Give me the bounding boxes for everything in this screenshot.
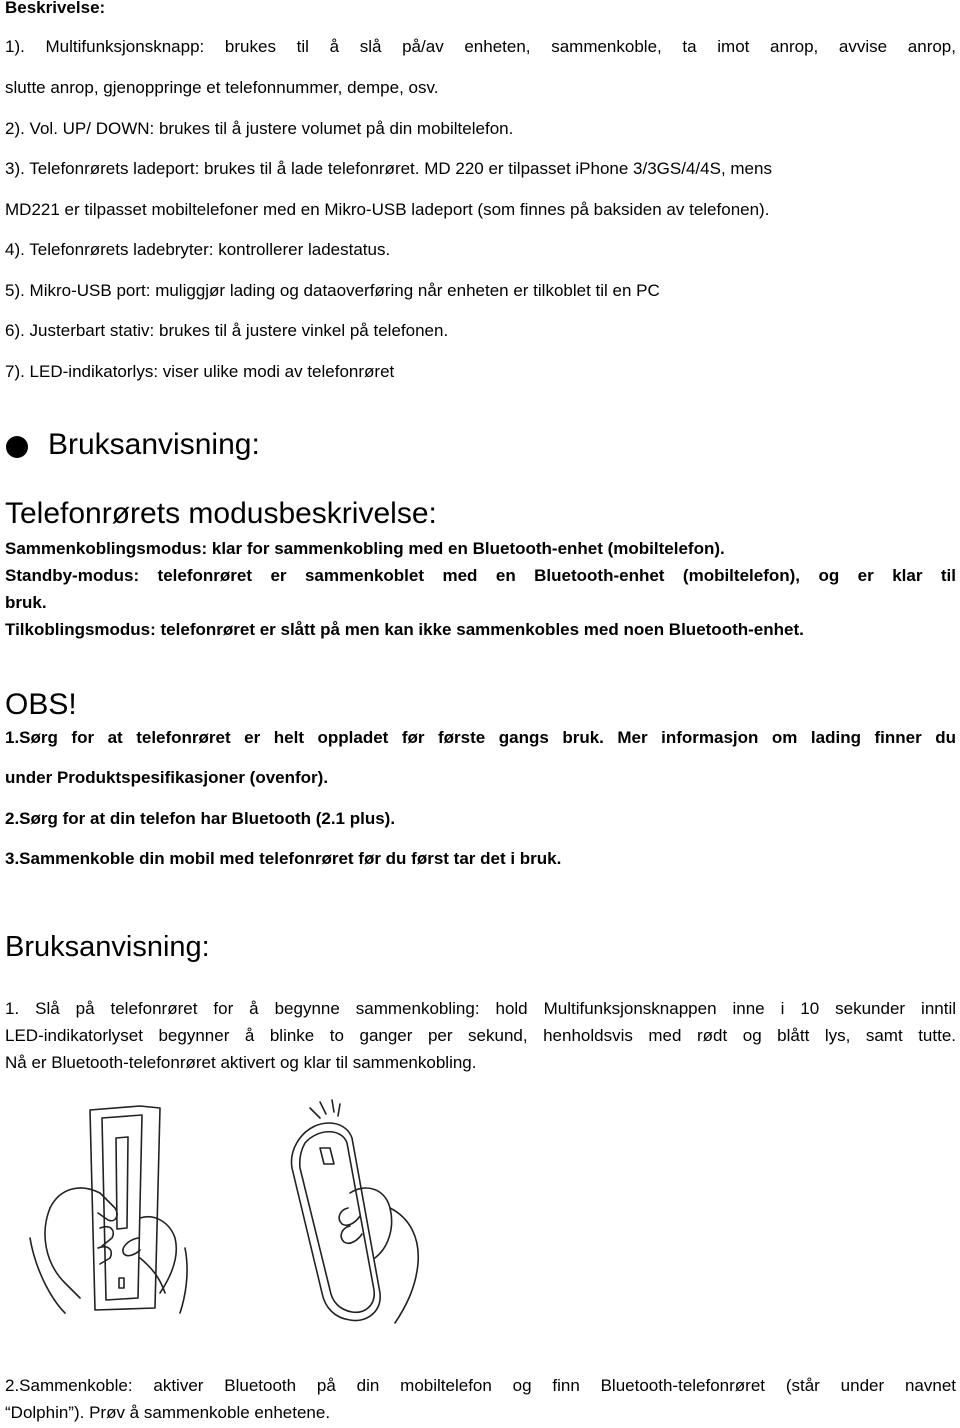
mode-standby-cont: bruk.: [5, 593, 47, 612]
handset-hands-illustration: [20, 1098, 220, 1318]
modes-heading: Telefonrørets modusbeskrivelse:: [5, 497, 437, 530]
mode-pairing: Sammenkoblingsmodus: klar for sammenkobling med en Bluetooth-enhet (mobiltelefon).: [5, 539, 725, 558]
step-2-cont: “Dolphin”). Prøv å sammenkoble enhetene.: [5, 1403, 331, 1422]
description-heading: Beskrivelse:: [5, 0, 106, 17]
mode-standby: Standby-modus: telefonrøret er sammenkoblet med en Bluetooth-enhet (mobiltelefon), og er klar til: [5, 566, 956, 585]
description-item-6: 6). Justerbart stativ: brukes til å justere vinkel på telefonen.: [5, 321, 449, 340]
obs-note-1: 1.Sørg for at telefonrøret er helt oppladet før første gangs bruk. Mer informasjon om lading finner du: [5, 728, 956, 747]
obs-note-2: 2.Sørg for at din telefon har Bluetooth (2.1 plus).: [5, 809, 396, 828]
step-1-cont-2: Nå er Bluetooth-telefonrøret aktivert og klar til sammenkobling.: [5, 1053, 477, 1072]
step-2: 2.Sammenkoble: aktiver Bluetooth på din mobiltelefon og finn Bluetooth-telefonrøret (står under navnet: [5, 1376, 956, 1395]
description-item-4: 4). Telefonrørets ladebryter: kontrollerer ladestatus.: [5, 240, 391, 259]
description-item-7: 7). LED-indikatorlys: viser ulike modi av telefonrøret: [5, 362, 395, 381]
description-item-2: 2). Vol. UP/ DOWN: brukes til å justere volumet på din mobiltelefon.: [5, 119, 514, 138]
description-item-3: 3). Telefonrørets ladeport: brukes til å lade telefonrøret. MD 220 er tilpasset iPhone 3/3GS/4/4S, mens: [5, 159, 772, 178]
mode-connect: Tilkoblingsmodus: telefonrøret er slått på men kan ikke sammenkobles med noen Bluetooth-enhet.: [5, 620, 804, 639]
obs-note-1-cont: under Produktspesifikasjoner (ovenfor).: [5, 768, 329, 787]
instructions-heading: Bruksanvisning:: [5, 931, 210, 963]
bullet-icon: [6, 436, 28, 458]
obs-note-3: 3.Sammenkoble din mobil med telefonrøret før du først tar det i bruk.: [5, 849, 562, 868]
description-item-5: 5). Mikro-USB port: muliggjør lading og dataoverføring når enheten er tilkoblet til en PC: [5, 281, 660, 300]
step-1-cont: LED-indikatorlyset begynner å blinke to ganger per sekund, henholdsvis med rødt og blått lys, samt tutte.: [5, 1026, 956, 1045]
usage-heading: Bruksanvisning:: [48, 428, 260, 461]
description-item-3-cont: MD221 er tilpasset mobiltelefoner med en Mikro-USB ladeport (som finnes på baksiden av telefonen).: [5, 200, 770, 219]
description-item-1-cont: slutte anrop, gjenoppringe et telefonnummer, dempe, osv.: [5, 78, 439, 97]
step-1: 1. Slå på telefonrøret for å begynne sammenkobling: hold Multifunksjonsknappen inne i 10 sekunder inntil: [5, 999, 956, 1018]
obs-heading: OBS!: [5, 688, 77, 721]
handset-led-illustration: [270, 1098, 450, 1328]
description-item-1: 1). Multifunksjonsknapp: brukes til å slå på/av enheten, sammenkoble, ta imot anrop, avvise anrop,: [5, 37, 956, 56]
